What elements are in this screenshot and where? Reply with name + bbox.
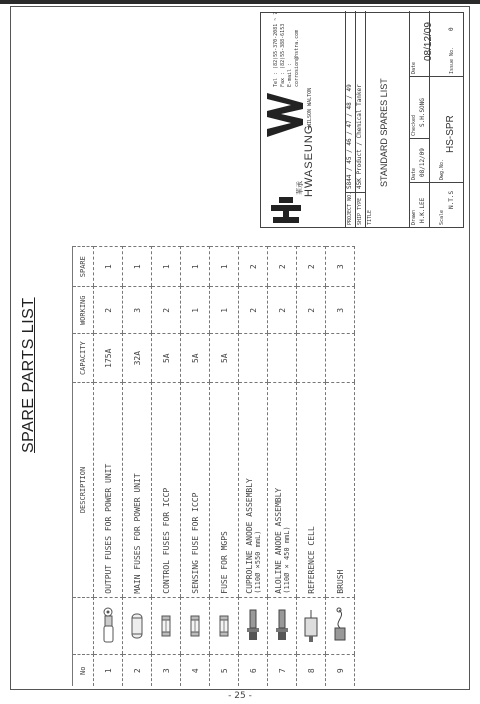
brush-icon bbox=[326, 597, 355, 655]
ship-type-value: 45K Product / Chemical Tanker bbox=[356, 84, 363, 189]
title-label: TITLE bbox=[367, 209, 373, 225]
contact-email: E-mail : corrosion@hstra.com bbox=[287, 29, 300, 87]
row-description bbox=[326, 383, 355, 598]
row-description bbox=[123, 383, 152, 598]
table-row bbox=[326, 247, 355, 687]
cartridge-fuse-icon bbox=[123, 597, 152, 655]
logo-zone bbox=[261, 11, 346, 227]
row-working: 3 bbox=[123, 287, 152, 334]
description-line1: ALOLINE ANODE ASSEMBLY bbox=[273, 487, 283, 594]
description-line1: CONTROL FUSES FOR ICCP bbox=[161, 487, 171, 594]
row-no: 3 bbox=[152, 655, 181, 686]
checked-value: S.H.SONG bbox=[419, 98, 426, 127]
dwg-no-value: HS-SPR bbox=[445, 115, 456, 153]
drawn-value: H.K.LEE bbox=[419, 197, 426, 223]
row-capacity: 5A bbox=[210, 334, 239, 383]
row-capacity bbox=[326, 334, 355, 383]
col-working-header: WORKING bbox=[73, 287, 94, 334]
row-spare: 3 bbox=[326, 247, 355, 287]
row-no: 7 bbox=[268, 655, 297, 686]
description-line1: OUTPUT FUSES FOR POWER UNIT bbox=[103, 463, 113, 594]
col-no-header: No bbox=[73, 655, 94, 686]
date-value-2: 08/12/09 bbox=[423, 22, 434, 61]
ww-logo-icon bbox=[267, 93, 303, 137]
row-description bbox=[210, 383, 239, 598]
row-working: 1 bbox=[181, 287, 210, 334]
row-spare: 2 bbox=[239, 247, 268, 287]
row-working: 1 bbox=[210, 287, 239, 334]
table-row bbox=[94, 247, 123, 687]
description-line1: SENSING FUSE FOR ICCP bbox=[190, 492, 200, 594]
spare-parts-table bbox=[72, 246, 355, 686]
table-header-row bbox=[73, 247, 94, 687]
row-capacity: 5A bbox=[152, 334, 181, 383]
row-no: 1 bbox=[94, 655, 123, 686]
description-line1: REFERENCE CELL bbox=[306, 526, 316, 594]
row-working: 2 bbox=[152, 287, 181, 334]
row-spare: 1 bbox=[181, 247, 210, 287]
row-working: 2 bbox=[94, 287, 123, 334]
row-no: 2 bbox=[123, 655, 152, 686]
title-value: STANDARD SPARES LIST bbox=[379, 78, 389, 187]
row-no: 8 bbox=[297, 655, 326, 686]
row-capacity bbox=[239, 334, 268, 383]
row-capacity: 32A bbox=[123, 334, 152, 383]
row-spare: 1 bbox=[94, 247, 123, 287]
row-no: 5 bbox=[210, 655, 239, 686]
anode-assembly-icon bbox=[268, 597, 297, 655]
table-row bbox=[239, 247, 268, 687]
row-no: 6 bbox=[239, 655, 268, 686]
table-row bbox=[181, 247, 210, 687]
project-no-value: S844 / 45 / 46 / 47 / 48 / 49 bbox=[346, 84, 353, 189]
row-description bbox=[94, 383, 123, 598]
col-image-header bbox=[73, 597, 94, 655]
description-line1: BRUSH bbox=[335, 569, 345, 594]
glass-fuse-icon bbox=[181, 597, 210, 655]
table-row bbox=[123, 247, 152, 687]
dwg-no-label: Dwg.No. bbox=[439, 158, 445, 180]
ship-type-label: SHIP TYPE bbox=[357, 197, 363, 225]
row-capacity: 5A bbox=[181, 334, 210, 383]
brand-sub: WILSON WALTON bbox=[307, 87, 313, 127]
row-spare: 1 bbox=[152, 247, 181, 287]
drawn-label: Drawn bbox=[411, 209, 417, 225]
description-line2: (110Ø × 450 mmL) bbox=[282, 526, 291, 594]
row-working: 2 bbox=[239, 287, 268, 334]
date-label-1: Date bbox=[411, 167, 417, 180]
description-line1: CUPROLINE ANODE ASSEMBLY bbox=[244, 478, 254, 594]
table-row bbox=[297, 247, 326, 687]
table-row bbox=[268, 247, 297, 687]
row-capacity: 175A bbox=[94, 334, 123, 383]
row-spare: 1 bbox=[210, 247, 239, 287]
glass-fuse-icon bbox=[152, 597, 181, 655]
date-label-2: Date bbox=[411, 61, 417, 74]
description-line2: (110Ø ×550 mmL) bbox=[253, 530, 262, 594]
company-logo-icon bbox=[269, 195, 303, 225]
row-description bbox=[268, 383, 297, 598]
row-no: 9 bbox=[326, 655, 355, 686]
col-description-header: DESCRIPTION bbox=[73, 383, 94, 598]
row-capacity bbox=[268, 334, 297, 383]
row-description bbox=[239, 383, 268, 598]
brand-chinese: 華承 bbox=[296, 181, 304, 195]
row-description bbox=[297, 383, 326, 598]
project-no-label: PROJECT NO. bbox=[347, 191, 353, 225]
blade-fuse-icon bbox=[94, 597, 123, 655]
row-no: 4 bbox=[181, 655, 210, 686]
top-edge-bar bbox=[0, 0, 480, 4]
row-capacity bbox=[297, 334, 326, 383]
scale-label: Scale bbox=[439, 209, 445, 225]
description-line1: FUSE FOR MGPS bbox=[219, 531, 229, 594]
row-spare: 2 bbox=[268, 247, 297, 287]
row-working: 2 bbox=[297, 287, 326, 334]
col-capacity-header: CAPACITY bbox=[73, 334, 94, 383]
brand-name: HWASEUNG bbox=[303, 124, 315, 197]
issue-no-value: 0 bbox=[448, 27, 455, 31]
title-block bbox=[260, 12, 464, 228]
contact-fax: Fax : (82)55-388-6153 bbox=[280, 23, 286, 87]
rotated-sheet bbox=[12, 8, 468, 688]
checked-label: Checked bbox=[411, 114, 417, 136]
row-description bbox=[181, 383, 210, 598]
anode-assembly-icon bbox=[239, 597, 268, 655]
description-line1: MAIN FUSES FOR POWER UNIT bbox=[132, 473, 142, 594]
row-working: 3 bbox=[326, 287, 355, 334]
col-spare-header: SPARE bbox=[73, 247, 94, 287]
contact-tel: Tel : (82)55-370-2081 ~ 7 bbox=[273, 11, 279, 87]
table-row bbox=[152, 247, 181, 687]
scale-value: N.T.S bbox=[448, 190, 455, 209]
row-spare: 2 bbox=[297, 247, 326, 287]
date-value-1: 08/12/09 bbox=[419, 148, 426, 177]
page-number: - 25 - bbox=[228, 691, 252, 701]
table-row bbox=[210, 247, 239, 687]
page-title: SPARE PARTS LIST bbox=[20, 297, 37, 453]
glass-fuse-icon bbox=[210, 597, 239, 655]
contact-block bbox=[273, 11, 301, 87]
issue-no-label: Issue No. bbox=[449, 46, 455, 74]
row-spare: 1 bbox=[123, 247, 152, 287]
reference-cell-icon bbox=[297, 597, 326, 655]
row-working: 2 bbox=[268, 287, 297, 334]
row-description bbox=[152, 383, 181, 598]
